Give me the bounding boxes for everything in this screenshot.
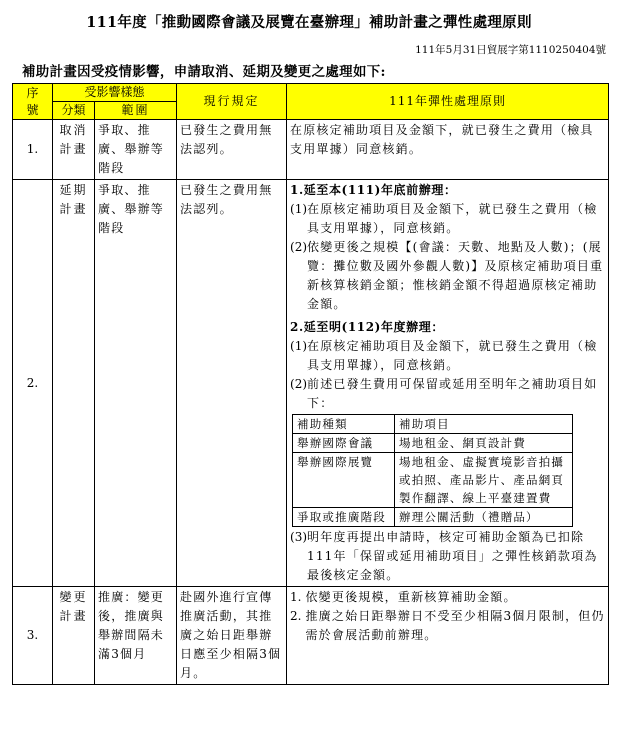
row-scope: 推廣：變更後，推廣與舉辦間隔未滿3個月 <box>95 587 177 685</box>
table-row <box>13 120 609 180</box>
item-marker: (2) <box>290 240 308 254</box>
row-scope: 爭取、推廣、舉辦等階段 <box>95 120 177 180</box>
section-heading-111: 1.延至本(111)年底前辦理： <box>290 183 457 197</box>
inner-items: 場地租金、虛擬實境影音拍攝或拍照、產品影片、產品網頁製作翻譯、線上平臺建置費 <box>395 453 573 508</box>
row-number: 1. <box>13 120 53 180</box>
list-item <box>290 238 605 314</box>
row-principle: 在原核定補助項目及金額下，就已發生之費用（檢具支用單據）同意核銷。 <box>287 120 609 180</box>
inner-type: 爭取或推廣階段 <box>293 508 395 527</box>
principles-table <box>12 83 609 685</box>
header-seq-line1: 序 <box>26 85 39 100</box>
inner-header-items: 補助項目 <box>395 415 573 434</box>
item-text: 在原核定補助項目及金額下，就已發生之費用（檢具支用單據），同意核銷。 <box>307 339 598 372</box>
table-row <box>13 587 609 685</box>
header-seq-line2: 號 <box>26 102 39 117</box>
item-marker: 2. <box>290 609 302 623</box>
item-marker: 1. <box>290 590 302 604</box>
inner-row <box>293 508 573 527</box>
row-current-rule: 赴國外進行宣傳推廣活動，其推廣之始日距舉辦日應至少相隔3個月。 <box>177 587 287 685</box>
row-number: 2. <box>13 180 53 587</box>
row-category: 變更 計畫 <box>53 587 95 685</box>
list-item <box>290 375 605 413</box>
inner-items: 辦理公關活動（禮贈品） <box>395 508 573 527</box>
table-header-row <box>13 84 609 102</box>
table-row <box>13 180 609 587</box>
inner-row <box>293 453 573 508</box>
item-text: 明年度再提出申請時，核定可補助金額為已扣除111年「保留或延用補助項目」之彈性核銷款項為最後核定金額。 <box>307 530 598 582</box>
inner-items: 場地租金、網頁設計費 <box>395 434 573 453</box>
row-current-rule: 已發生之費用無法認列。 <box>177 180 287 587</box>
header-impact-type: 受影響樣態 <box>53 84 177 102</box>
reference-number: 111年5月31日貿展字第1110250404號 <box>415 44 606 56</box>
inner-type: 舉辦國際會議 <box>293 434 395 453</box>
row-principle <box>287 180 609 587</box>
section-heading-112: 2.延至明(112)年度辦理： <box>290 320 444 334</box>
header-scope: 範圍 <box>95 102 177 120</box>
row-current-rule: 已發生之費用無法認列。 <box>177 120 287 180</box>
row-category: 取消 計畫 <box>53 120 95 180</box>
header-current-rule: 現行規定 <box>177 84 287 120</box>
list-item <box>290 588 605 607</box>
item-marker: (2) <box>290 377 308 391</box>
inner-header-row <box>293 415 573 434</box>
item-text: 推廣之始日距舉辦日不受至少相隔3個月限制，但仍需於會展活動前辦理。 <box>305 609 605 642</box>
item-text: 前述已發生費用可保留或延用至明年之補助項目如下： <box>307 377 598 410</box>
item-text: 依變更後之規模【(會議：天數、地點及人數)；(展覽：攤位數及國外參觀人數)】及原核定補助項目重新核算核銷金額；惟核銷金額不得超過原核定補助金額。 <box>307 240 604 311</box>
list-item <box>290 200 605 238</box>
row-category: 延期 計畫 <box>53 180 95 587</box>
item-marker: (3) <box>290 530 308 544</box>
item-marker: (1) <box>290 339 308 353</box>
inner-row <box>293 434 573 453</box>
row-number: 3. <box>13 587 53 685</box>
inner-header-type: 補助種類 <box>293 415 395 434</box>
inner-type: 舉辦國際展覽 <box>293 453 395 508</box>
list-item <box>290 337 605 375</box>
header-seq <box>13 84 53 120</box>
reserved-items-table <box>292 414 573 527</box>
row-scope: 爭取、推廣、舉辦等階段 <box>95 180 177 587</box>
row-principle <box>287 587 609 685</box>
section-subtitle: 補助計畫因受疫情影響，申請取消、延期及變更之處理如下: <box>22 64 386 80</box>
list-item <box>290 528 605 585</box>
header-flex-principle: 111年彈性處理原則 <box>287 84 609 120</box>
header-category: 分類 <box>53 102 95 120</box>
list-item <box>290 607 605 645</box>
document-title: 111年度「推動國際會議及展覽在臺辦理」補助計畫之彈性處理原則 <box>86 14 532 31</box>
item-text: 依變更後規模，重新核算補助金額。 <box>305 590 517 604</box>
item-marker: (1) <box>290 202 308 216</box>
item-text: 在原核定補助項目及金額下，就已發生之費用（檢具支用單據），同意核銷。 <box>307 202 598 235</box>
